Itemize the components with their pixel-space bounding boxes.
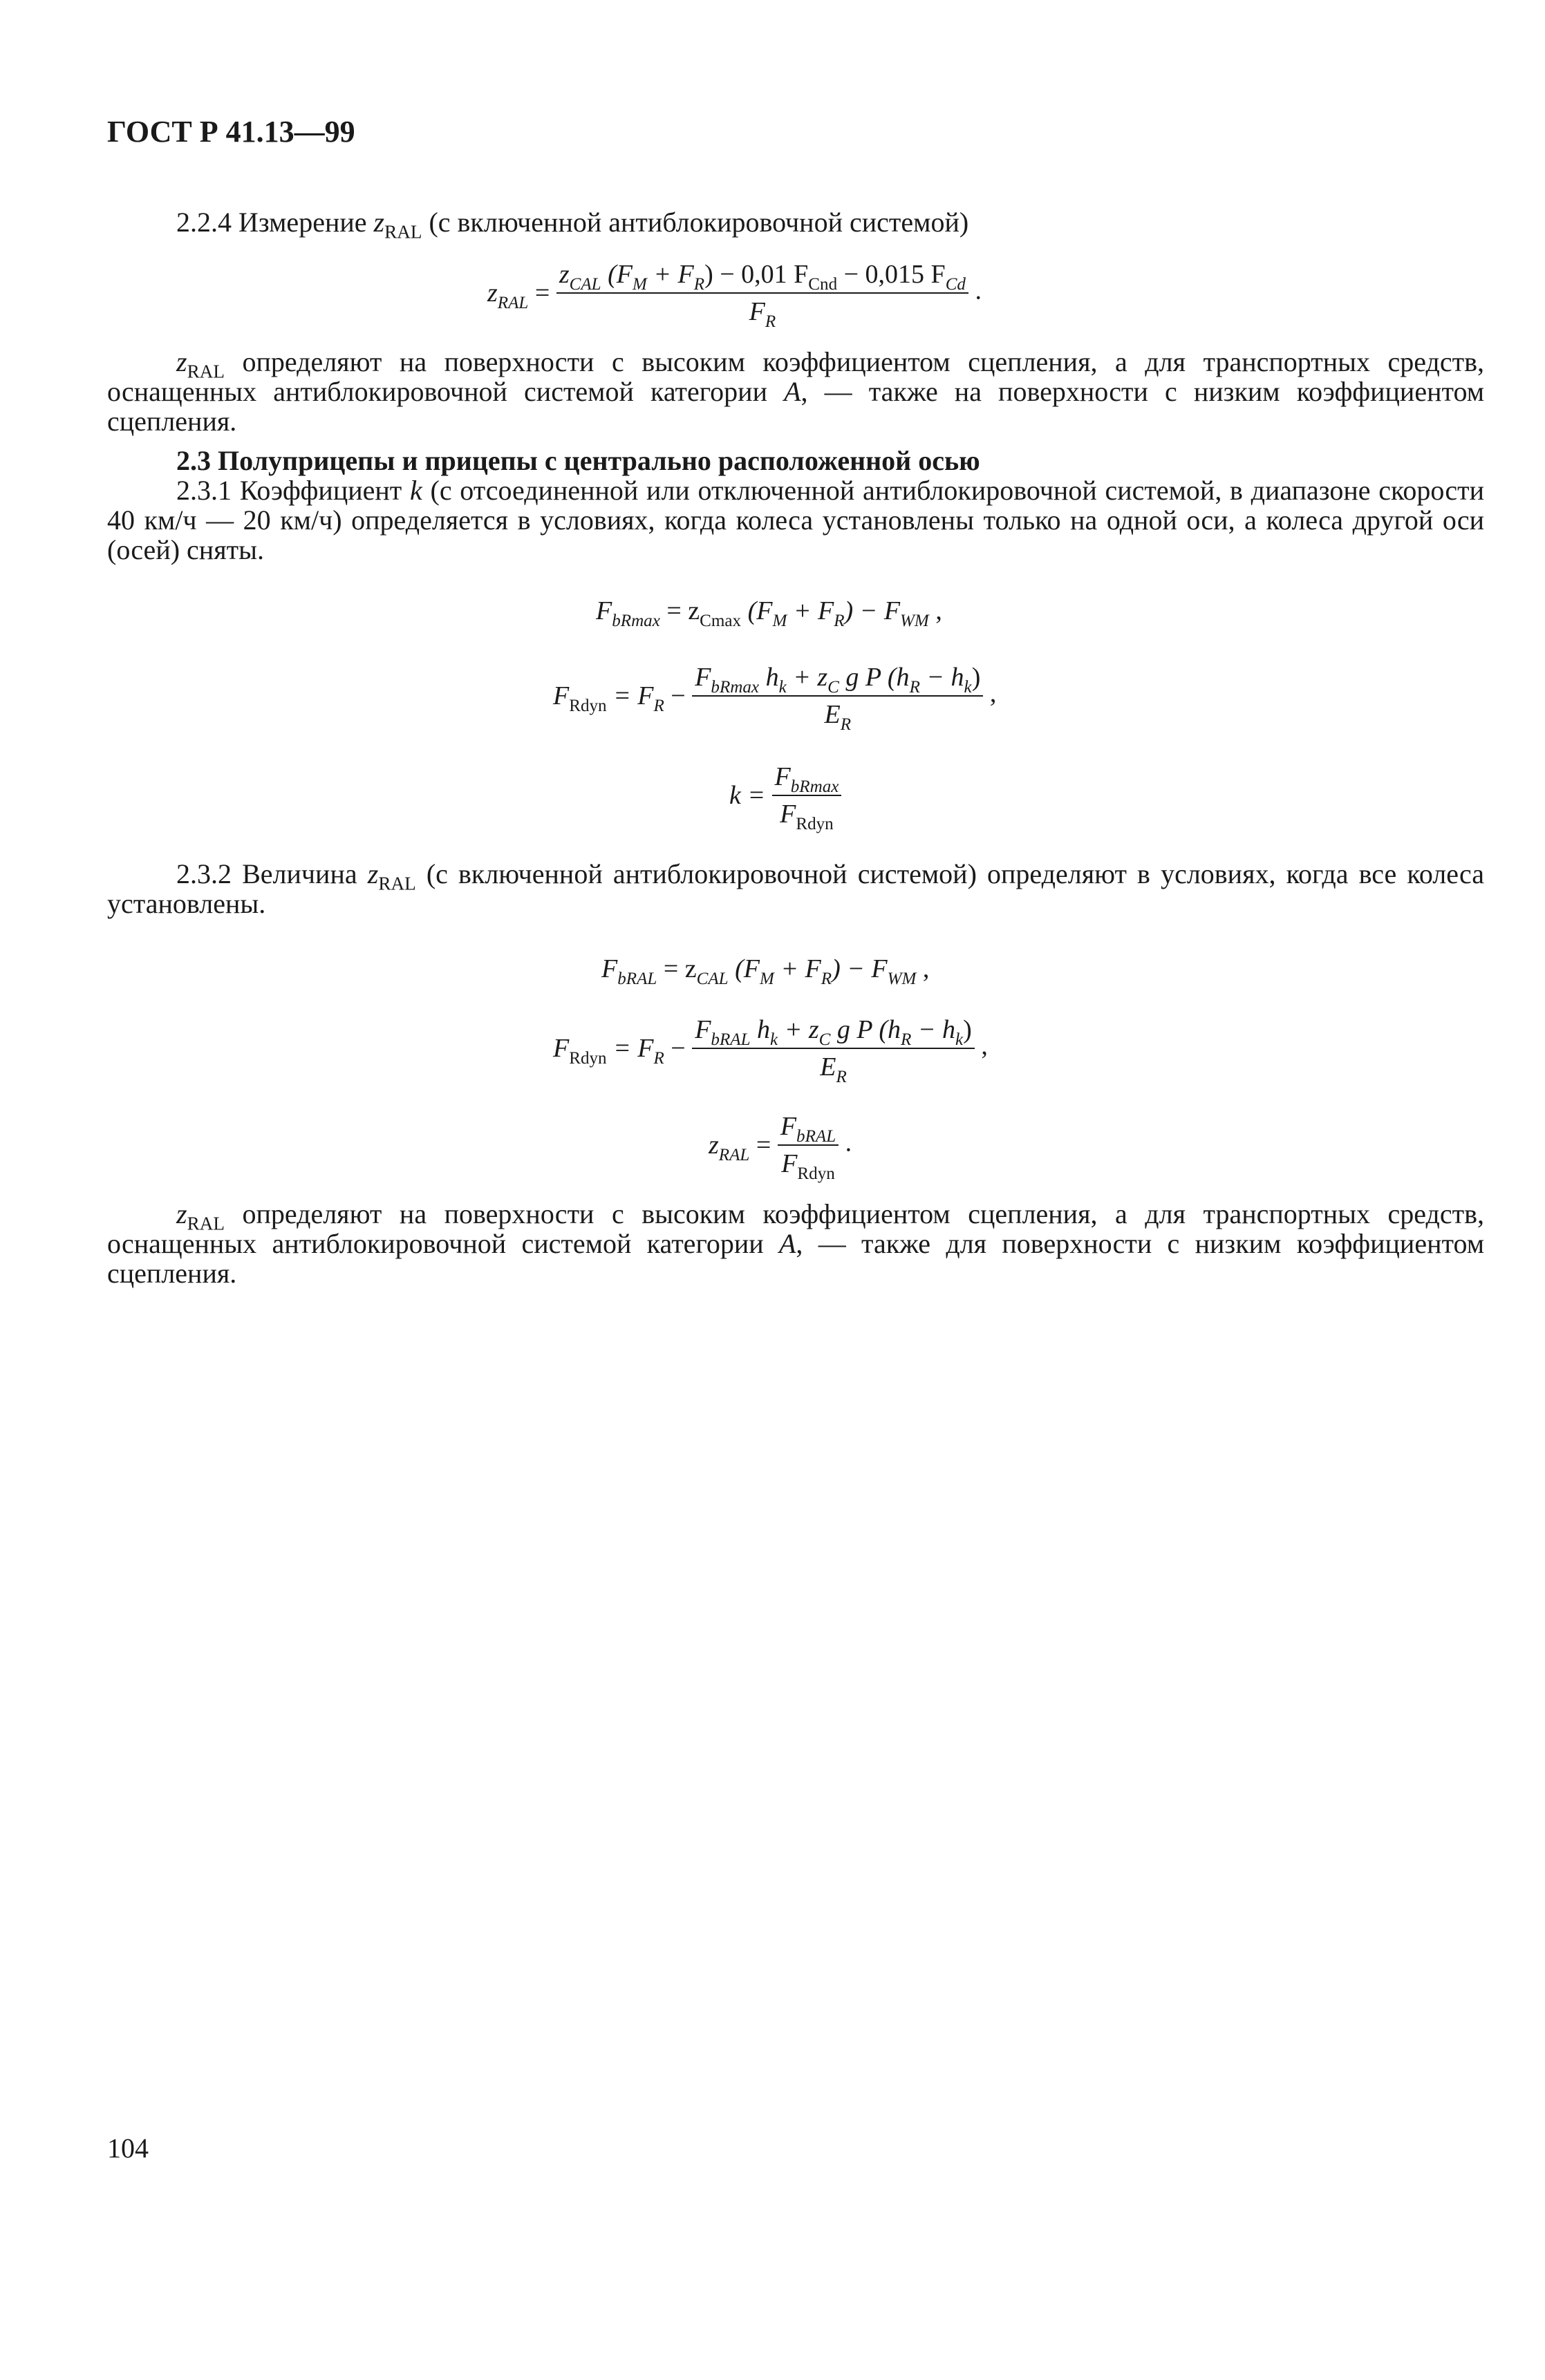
section-2-3-heading: 2.3 Полуприцепы и прицепы с центрально расположенной осью	[176, 445, 980, 476]
formula-frdyn-1: $F_{Rdyn} = F_R$ − $\frac{F_{bRmax} h_k + z_C g P (h_R - h_k)}{E_R}$ ,	[553, 663, 997, 735]
formula-z-ral: $z_{RAL}$ = $\frac{F_{bRAL}}{F_{Rdyn}}$ .	[709, 1112, 852, 1184]
paragraph-z-ral-surface-2: $z_{RAL}$ определяют на поверхности с высоким коэффициентом сцепления, а для транспортных средств, оснащенных антиблокировочной системой категории A, — также для поверхности с низким коэффициентом сцепления.	[107, 1198, 1485, 1289]
formula-z-ral-measurement: $z_{RAL}$ = $\frac{z_{CAL} (F_M + F_R) - 0,01 F_{Cnd} - 0,015 F_{Cd}}{F_R}$ .	[487, 260, 982, 332]
section-2-2-4: 2.2.4 Измерение $z_{RAL}$ (с включенной антиблокировочной системой)	[176, 207, 969, 243]
formula-k: k = $\frac{F_{bRmax}}{F_{Rdyn}}$	[729, 762, 841, 829]
page-number: 104	[107, 2133, 149, 2164]
paragraph-z-ral-surface-1: $z_{RAL}$ определяют на поверхности с высоким коэффициентом сцепления, а для транспортных средств, оснащенных антиблокировочной системой категории A, — также на поверхности с низким коэффициентом сцепления.	[107, 346, 1485, 437]
formula-fbral: $F_{bRAL} = z_{CAL}$ $(F_M + F_R) - F_{WM}$ ,	[601, 954, 930, 989]
section-2-3-1: 2.3.1 Коэффициент k (с отсоединенной или отключенной антиблокировочной системой, в диапазоне скорости 40 км/ч — 20 км/ч) определяется в условиях, когда колеса установлены только на одной оси, а колеса другой оси (осей) сняты.	[107, 475, 1485, 565]
formula-fbrmax: $F_{bRmax} = z_{Cmax}$ $(F_M + F_R) - F_{WM}$ ,	[596, 596, 942, 631]
standard-header: ГОСТ Р 41.13—99	[107, 115, 355, 149]
formula-frdyn-2: $F_{Rdyn} = F_R$ − $\frac{F_{bRAL} h_k + z_C g P (h_R - h_k)}{E_R}$ ,	[553, 1015, 988, 1087]
section-2-3-2: 2.3.2 Величина $z_{RAL}$ (с включенной антиблокировочной системой) определяют в условиях, когда все колеса установлены.	[107, 858, 1484, 919]
